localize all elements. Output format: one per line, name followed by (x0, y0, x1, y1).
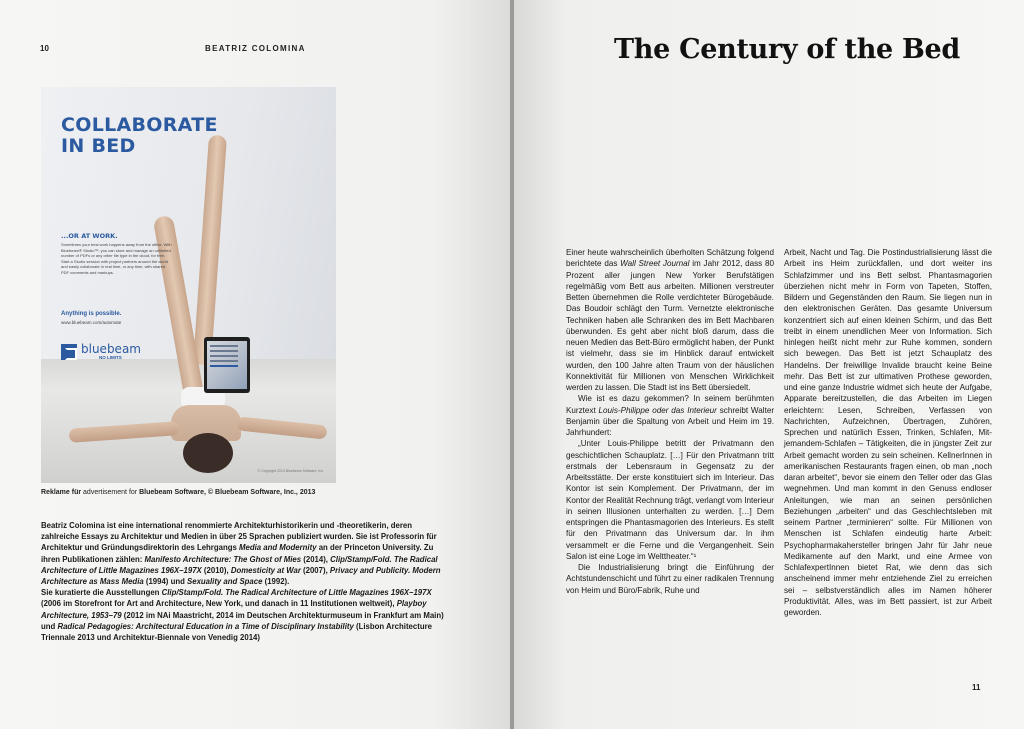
ad-tagline: Anything is possible. (61, 311, 122, 317)
ad-body-copy: Sometimes your best work happens away from the office. With Bluebeam® Studio™, you can store and manage an unlimited number of PDFs or any other file type in the cloud, for free. Start a Studio session with project partners around the world and easily collaborate in real time, or any time, with shared PDF comments and markups. (61, 242, 172, 275)
caption-prefix: Reklame für (41, 489, 84, 496)
page-number-left: 10 (40, 44, 49, 53)
left-page (0, 0, 510, 729)
page-number-right: 11 (972, 683, 981, 692)
text-column-2 (784, 247, 992, 618)
right-page (514, 0, 1024, 729)
bluebeam-logo-sub: NO LIMITS (99, 355, 122, 360)
caption-brand: Bluebeam Software, © Bluebeam Software, Inc., 2013 (139, 489, 316, 496)
figure-head (183, 433, 233, 473)
caption-mid: advertisement for (83, 489, 140, 496)
author-bio: Beatriz Colomina ist eine international renommierte Architekturhistorikerin und -theoretikerin, deren zahlreiche Essays zu Architektur und Medien in über 25 Sprachen publiziert wurden. Sie ist Professorin für Architektur und Gründungsdirektorin des Lehrgangs Media and Modernity an der Princeton University. Zu ihren Publikationen zählen: Manifesto Architecture: The Ghost of Mies (2014), Clip/Stamp/Fold. The Radical Architecture of Little Magazines 196X–197X (2010), Domesticity at War (2007), Privacy and Publicity. Modern Architecture as Mass Media (1994) und Sexuality and Space (1992). Sie kuratierte die Ausstellungen Clip/Stamp/Fold. The Radical Architecture of Little Magazines 196X–197X (2006 im Storefront for Art and Architecture, New York, und danach in 11 Institutionen weltweit), Playboy Architecture, 1953–79 (2012 im NAi Maastricht, 2014 im Deutschen Architekturmuseum in Frankfurt am Main) und Radical Pedagogies: Architectural Education in a Time of Disciplinary Instability (Lisbon Architecture Triennale 2013 und Architektur-Biennale von Venedig 2014) (41, 521, 444, 643)
running-head: BEATRIZ COLOMINA (205, 44, 306, 53)
bluebeam-logo-icon (61, 344, 77, 360)
ad-headline-line1: COLLABORATE (61, 114, 218, 136)
ad-tablet-screen (207, 341, 247, 389)
ad-headline (61, 115, 221, 157)
chapter-title: The Century of the Bed (614, 34, 960, 65)
ad-subhead: ...OR AT WORK. (61, 232, 118, 240)
text-column-1 (566, 247, 774, 596)
block-quote: „Unter Louis-Philippe betritt der Privatmann den geschichtlichen Schauplatz. […] Für den Privatmann tritt erstmals der Lebensraum in Gegensatz zu der Arbeitsstätte. Der erste konstituiert sich im Interieur. Das Kontor ist sein Komplement. Der Privatmann, der im Kontor der Realität Rechnung trägt, verlangt vom Interieur in seinen Illusionen unterhalten zu werden. […] Dem entspringen die Phantasmagorien des Interieurs. Es stellt für den Privatmann das Universum dar. In ihm versammelt er die Ferne und die Vergangenheit. Sein Salon ist eine Loge im Welttheater.“¹ (566, 439, 774, 561)
paragraph: Die Industrialisierung bringt die Einführung der Achtstundenschicht und führt zu einer radikalen Trennung von Heim und Büro/Fabrik, Ruhe und (566, 563, 774, 595)
ad-tablet (204, 337, 250, 393)
ad-copyright: © Copyright 2013 Bluebeam Software, Inc. (257, 469, 324, 473)
ad-url: www.bluebeam.com/automate (61, 320, 122, 325)
advertisement-image (41, 87, 336, 483)
ad-headline-line2: IN BED (61, 135, 136, 157)
paragraph: Wie ist es dazu gekommen? In seinem berühmten Kurztext Louis-Philippe oder das Interieur schreibt Walter Benjamin über die Spaltung von Arbeit und Heim im 19. Jahrhundert: (566, 394, 775, 437)
paragraph: Einer heute wahrscheinlich überholten Schätzung folgend berichtete das Wall Street Journal im Jahr 2012, dass 80 Prozent aller jungen New Yorker Berufstätigen regelmäßig vom Bett aus arbeiten. Millionen verstreuter Betten übernehmen die Rolle verdichteter Bürogebäude. Das Boudoir schlägt den Turm. Vernetzte elektronische Techniken haben alle Schranken des im Bett Machbaren überwunden. Es geht aber nicht bloß darum, dass die neuen Medien das Bett-Büro ermöglicht haben, der Punkt ist vielmehr, dass sie im Hinblick darauf entwickelt wurden, den 100 Jahre alten Traum von der häuslichen Konnektivität für Millionen von Menschen Wirklichkeit werden zu lassen. Die Stadt ist ins Bett übersiedelt. (566, 248, 774, 392)
figure-caption (41, 489, 315, 496)
bluebeam-logo-name: bluebeam (81, 342, 141, 356)
paragraph: Arbeit, Nacht und Tag. Die Postindustrialisierung lässt die Arbeit ins Heim zurückfallen, und dort weiter ins Schlafzimmer und ins Bett selbst. Phantasmagorien überziehen nicht mehr in Form von Tapeten, Stoffen, Bildern und Gegenständen den Raum. Sie liegen nun in den elektronischen Geräten. Das gesamte Universum konzentriert sich auf einen kleinen Schirm, und das Bett treibt in einem unendlichen Meer von Information. Sich hinlegen heißt nicht mehr zur Ruhe kommen, sondern sich bewegen. Das Bett ist jetzt Schauplatz des Handelns. Der freiwillige Invalide braucht keine Beine mehr. Das Bett ist zur ultimativen Prothese geworden, und eine ganze Industrie widmet sich heute der Aufgabe, Apparate bereitzustellen, die das Arbeiten im Liegen erleichtern: Lesen, Schreiben, Verfassen von Nachrichten, Aufzeichnen, Übertragen, Zuhören, Sprechen und natürlich Essen, Trinken, Schlafen, Mit-jemandem-Schlafen – Tätigkeiten, die in jüngster Zeit zur Arbeit gemacht worden zu sein scheinen. KellnerInnen in amerikanischen Restaurants fragen einen, ob man „noch daran arbeitet“, bevor sie einem den Teller oder das Glas wegnehmen. Und man kommt in den Genuss endloser Anleitungen, wie man an seinen persönlichen Beziehungen „arbeiten“ und das Geschlechtsleben mit seinem Partner „terminieren“ sollte. Für Millionen von Menschen ist Schlafen eindeutig harte Arbeit: Psychopharmakahersteller bringen Jahr für Jahr neue Medikamente auf den Markt, und eine Armee von SchlafexpertInnen bietet Rat, wie denn das sich anscheinend immer mehr entziehende Ziel zu erreichen sei – selbstverständlich alles im Namen höherer Produktivität. Alles, was im Bett passiert, ist zur Arbeit geworden. (784, 248, 992, 617)
bluebeam-logo (61, 343, 141, 360)
